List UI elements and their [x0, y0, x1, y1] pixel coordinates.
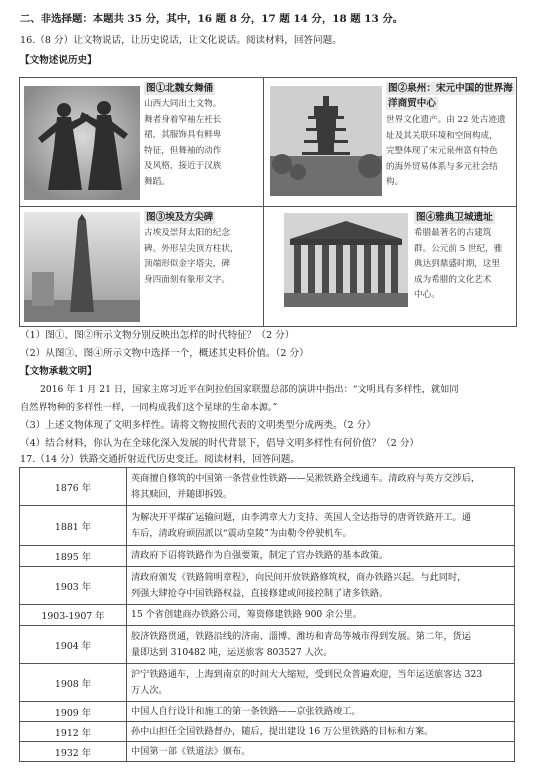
row-event: 中国人自行设计和施工的第一条铁路——京张铁路竣工。 [127, 702, 515, 722]
table-row [20, 742, 515, 762]
row-event: 英商擅自修筑的中国第一条营业性铁路——吴淞铁路全线通车。清政府与英方交涉后， 将其赎回，并随即拆毁。 [127, 468, 515, 506]
artifact-2-title: 图②泉州：宋元中国的世界海 [388, 83, 513, 94]
artifact-3-title: 图③埃及方尖碑 [146, 212, 214, 223]
artifact-cell-1 [20, 78, 264, 207]
row-event: 孙中山担任全国铁路督办，随后，提出建设 16 万公里铁路的目标和方案。 [127, 722, 515, 742]
q16-intro: 16.（8 分）让文物说话，让历史说话，让文化说话。阅读材料，回答问题。 [20, 35, 342, 46]
row-year: 1909 年 [20, 702, 127, 722]
row-year: 1895 年 [20, 546, 127, 567]
q16-sub2: （2）从图③、图④所示文物中选择一个，概述其史料价值。（2 分） [20, 348, 309, 359]
table-row [20, 702, 515, 722]
row-event: 清政府颁发《铁路简明章程》，向民间开放铁路修筑权，商办铁路兴起。与此同时， 列强大肆抢夺中国铁路权益，直接修建或间接控制了诸多铁路。 [127, 567, 515, 605]
q17-intro: 17.（14 分）铁路交通折射近代历史变迁。阅读材料，回答问题。 [20, 454, 300, 465]
part-heading: 二、非选择题：本题共 35 分，其中，16 题 8 分，17 题 14 分，18 题 13 分。 [20, 13, 404, 25]
quote-line-1: 2016 年 1 月 21 日，国家主席习近平在阿拉伯国家联盟总部的演讲中指出：“文明具有多样性，就如同 [40, 384, 459, 395]
table-row [20, 468, 515, 506]
artifact-4-title: 图④雅典卫城遗址 [416, 212, 493, 223]
railway-history-table [19, 467, 515, 762]
artifact-4-text: 希腊最著名的古建筑 群。公元前 5 世纪，雅 典达到鼎盛时期，这里 成为希腊的文化艺术 中心。 [414, 228, 503, 300]
row-year: 1908 年 [20, 664, 127, 702]
section-title-civilization: 【文物承载文明】 [20, 366, 97, 377]
row-event: 为解决开平煤矿运输问题，由李鸿章大力支持、英国人全达指导的唐胥铁路开工。通 车后，清政府顽固派以“震动皇陵”为由勒令停驶机车。 [127, 506, 515, 546]
row-year: 1912 年 [20, 722, 127, 742]
row-year: 1881 年 [20, 506, 127, 546]
q16-sub1: （1）图①、图②所示文物分别反映出怎样的时代特征？（2 分） [20, 330, 295, 341]
q16-sub3: （3）上述文物体现了文明多样性。请将文物按照代表的文明类型分成两类。（2 分） [20, 420, 376, 431]
row-year: 1932 年 [20, 742, 127, 762]
artifact-1-text: 山西大同出土文物。 舞者身着窄袖左衽长 裙，其服饰具有鲜卑 特征，但舞袖的动作 及风格，接近于汉族 舞蹈。 [144, 99, 222, 187]
dancer-figurines-photo [24, 86, 140, 200]
artifact-grid [19, 77, 517, 327]
table-row [20, 722, 515, 742]
q16-sub4: （4）结合材料，你认为在全球化深入发展的时代背景下，倡导文明多样性有何价值？（2 分） [20, 438, 420, 449]
obelisk-photo [24, 212, 140, 322]
artifact-1-title: 图①北魏女舞俑 [146, 83, 214, 94]
table-row [20, 664, 515, 702]
row-year: 1903 年 [20, 567, 127, 605]
table-row [20, 567, 515, 605]
row-event: 胶济铁路贯通，铁路沿线的济南、淄博、潍坊和青岛等城市得到发展。第二年，货运 量即达到 310482 吨，运送旅客 803527 人次。 [127, 626, 515, 664]
table-row [20, 506, 515, 546]
section-title-history: 【文物述说历史】 [20, 55, 97, 66]
row-event: 沪宁铁路通车，上海到南京的时间大大缩短，受到民众普遍欢迎，当年运送旅客达 323 万人次。 [127, 664, 515, 702]
quote-line-2: 自然界物种的多样性一样，一同构成我们这个星球的生命本源。” [20, 402, 278, 413]
acropolis-photo [284, 213, 408, 307]
artifact-2-title-cont: 洋商贸中心 [388, 98, 436, 109]
row-year: 1903-1907 年 [20, 605, 127, 626]
row-event: 15 个省创建商办铁路公司，筹资修建铁路 900 余公里。 [127, 605, 515, 626]
artifact-cell-3 [20, 207, 264, 326]
quanzhou-pagoda-photo [270, 86, 382, 196]
artifact-2-text: 世界文化遗产。由 22 处古迹遗 址及其关联环境和空间构成， 完整体现了宋元泉州富有特色 的海外贸易体系与多元社会结 构。 [386, 115, 506, 187]
table-row [20, 546, 515, 567]
table-row [20, 605, 515, 626]
artifact-cell-2 [264, 78, 516, 207]
row-event: 清政府下诏将铁路作为自强要策，制定了官办铁路的基本政策。 [127, 546, 515, 567]
row-event: 中国第一部《铁道法》颁布。 [127, 742, 515, 762]
row-year: 1876 年 [20, 468, 127, 506]
row-year: 1904 年 [20, 626, 127, 664]
artifact-3-text: 古埃及崇拜太阳的纪念 碑。外形呈尖顶方柱状， 顶端形似金字塔尖，碑 身四面刻有象形文字。 [144, 228, 239, 285]
artifact-cell-4 [264, 207, 516, 326]
table-row [20, 626, 515, 664]
